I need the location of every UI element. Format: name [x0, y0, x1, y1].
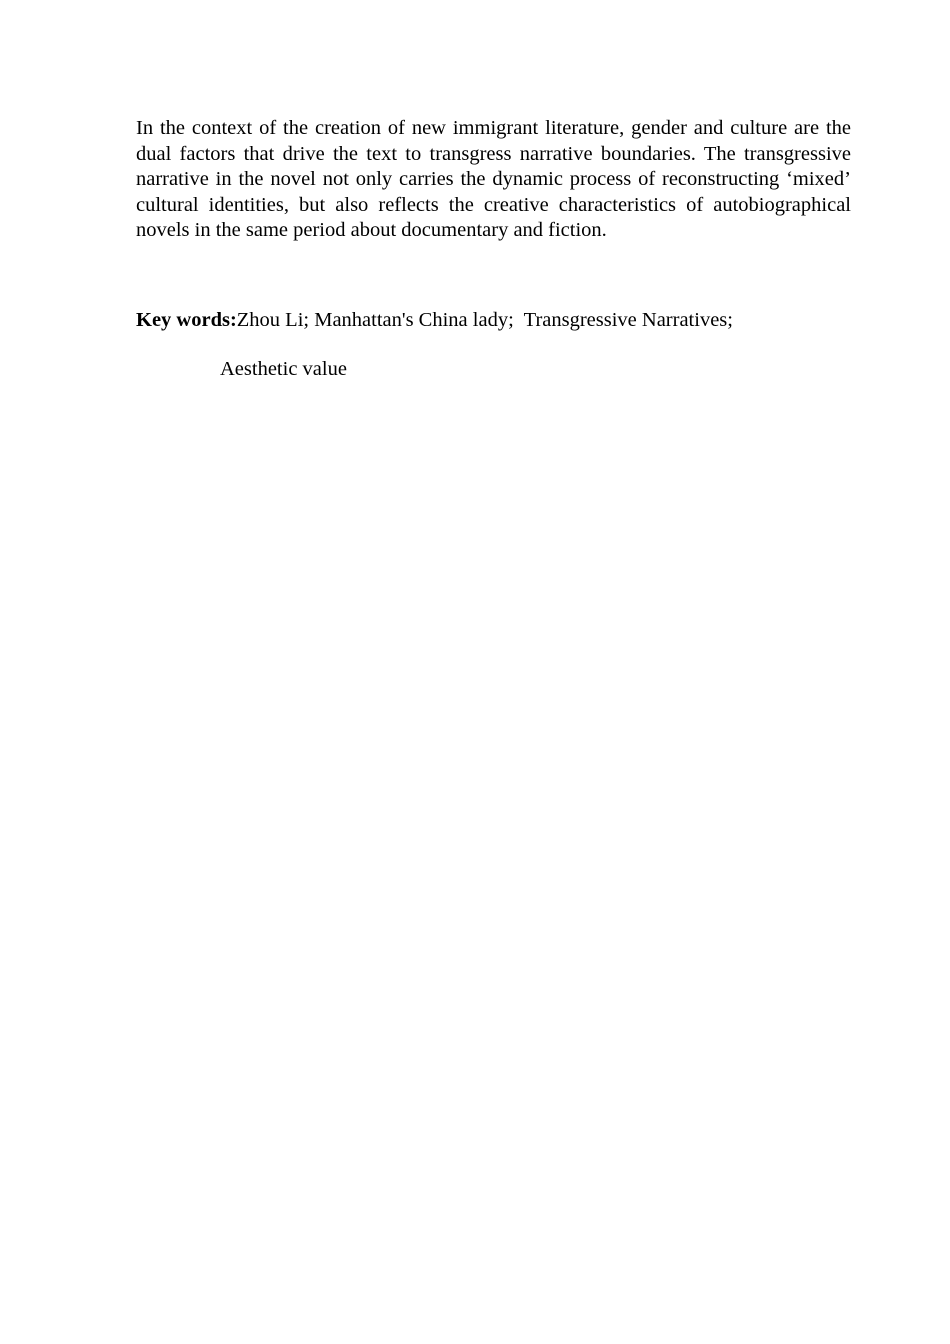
keywords-line	[136, 307, 851, 333]
keywords-list: Zhou Li; Manhattan's China lady; Transgressive Narratives;	[236, 309, 733, 331]
keywords-label: Key words:	[136, 309, 237, 331]
abstract-paragraph: In the context of the creation of new immigrant literature, gender and culture are the dual factors that drive the text to transgress narrative boundaries. The transgressive narrative in the novel not only carries the dynamic process of reconstructing ‘mixed’ cultural identities, but also reflects the creative characteristics of autobiographical novels in the same period about documentary and fiction.	[136, 117, 851, 242]
keywords-continuation: Aesthetic value	[220, 358, 347, 380]
